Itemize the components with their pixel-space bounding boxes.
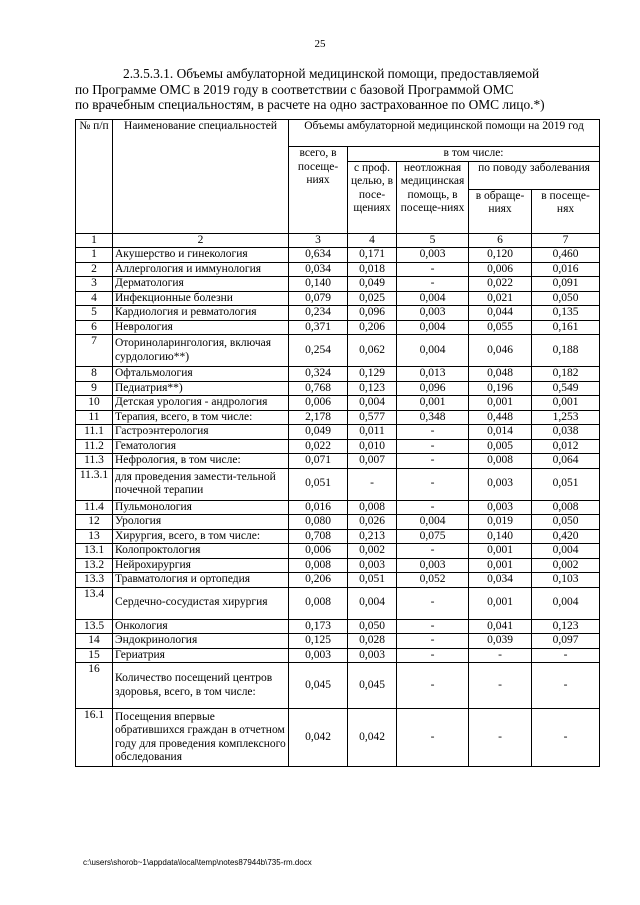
specialty-name: Дерматология [113, 277, 289, 292]
table-row [76, 335, 600, 367]
disease-appeals: 0,001 [469, 587, 532, 619]
header-num: № п/п [76, 120, 113, 234]
col-number: 1 [76, 233, 113, 248]
urgent-visits: 0,348 [397, 410, 469, 425]
heading-line-2: по Программе ОМС в 2019 году в соответствии с базовой Программой ОМС [75, 81, 514, 97]
prof-visits: 0,045 [348, 663, 397, 709]
specialty-name: Нейрохирургия [113, 558, 289, 573]
row-number: 13.4 [76, 587, 113, 619]
prof-visits: 0,018 [348, 262, 397, 277]
table-row [76, 468, 600, 500]
prof-visits: 0,010 [348, 439, 397, 454]
disease-appeals: 0,039 [469, 634, 532, 649]
urgent-visits: - [397, 262, 469, 277]
prof-visits: 0,028 [348, 634, 397, 649]
row-number: 11 [76, 410, 113, 425]
disease-appeals: 0,021 [469, 291, 532, 306]
table-row [76, 306, 600, 321]
table-row [76, 663, 600, 709]
prof-visits: 0,003 [348, 558, 397, 573]
table-row [76, 544, 600, 559]
disease-appeals: 0,003 [469, 468, 532, 500]
total-visits: 0,042 [289, 709, 348, 767]
urgent-visits: 0,004 [397, 515, 469, 530]
row-number: 10 [76, 396, 113, 411]
table-row [76, 396, 600, 411]
disease-visits: 0,004 [532, 587, 600, 619]
prof-visits: 0,011 [348, 425, 397, 440]
disease-visits: 0,097 [532, 634, 600, 649]
prof-visits: 0,206 [348, 320, 397, 335]
prof-visits: 0,007 [348, 454, 397, 469]
table-row [76, 500, 600, 515]
specialty-name: Колопроктология [113, 544, 289, 559]
disease-visits: 0,182 [532, 367, 600, 382]
row-number: 1 [76, 248, 113, 263]
prof-visits: 0,213 [348, 529, 397, 544]
specialty-name: Оториноларингология, включая сурдологию**) [113, 335, 289, 367]
urgent-visits: 0,004 [397, 320, 469, 335]
specialty-name: Кардиология и ревматология [113, 306, 289, 321]
table-row [76, 277, 600, 292]
disease-visits: 0,050 [532, 515, 600, 530]
table-row [76, 619, 600, 634]
table-row [76, 454, 600, 469]
row-number: 14 [76, 634, 113, 649]
specialty-name: Эндокринология [113, 634, 289, 649]
prof-visits: 0,042 [348, 709, 397, 767]
specialty-name: Гастроэнтерология [113, 425, 289, 440]
urgent-visits: - [397, 277, 469, 292]
total-visits: 0,051 [289, 468, 348, 500]
disease-appeals: 0,006 [469, 262, 532, 277]
specialty-name: Пульмонология [113, 500, 289, 515]
row-number: 9 [76, 381, 113, 396]
disease-appeals: 0,041 [469, 619, 532, 634]
table-row [76, 634, 600, 649]
disease-appeals: 0,120 [469, 248, 532, 263]
prof-visits: 0,002 [348, 544, 397, 559]
total-visits: 2,178 [289, 410, 348, 425]
disease-visits: 0,123 [532, 619, 600, 634]
table-row [76, 367, 600, 382]
row-number: 13.3 [76, 573, 113, 588]
row-number: 11.3.1 [76, 468, 113, 500]
urgent-visits: - [397, 634, 469, 649]
disease-appeals: 0,003 [469, 500, 532, 515]
urgent-visits: 0,052 [397, 573, 469, 588]
prof-visits: 0,026 [348, 515, 397, 530]
disease-appeals: 0,140 [469, 529, 532, 544]
table-row [76, 248, 600, 263]
disease-appeals: 0,019 [469, 515, 532, 530]
table-row [76, 529, 600, 544]
specialty-name: Инфекционные болезни [113, 291, 289, 306]
disease-appeals: - [469, 709, 532, 767]
row-number: 2 [76, 262, 113, 277]
col-number: 5 [397, 233, 469, 248]
disease-visits: 0,012 [532, 439, 600, 454]
row-number: 16.1 [76, 709, 113, 767]
total-visits: 0,034 [289, 262, 348, 277]
disease-appeals: 0,046 [469, 335, 532, 367]
disease-visits: 1,253 [532, 410, 600, 425]
prof-visits: 0,062 [348, 335, 397, 367]
disease-appeals: 0,034 [469, 573, 532, 588]
total-visits: 0,071 [289, 454, 348, 469]
row-number: 7 [76, 335, 113, 367]
prof-visits: 0,171 [348, 248, 397, 263]
disease-appeals: 0,001 [469, 558, 532, 573]
urgent-visits: - [397, 425, 469, 440]
total-visits: 0,234 [289, 306, 348, 321]
total-visits: 0,080 [289, 515, 348, 530]
prof-visits: 0,123 [348, 381, 397, 396]
total-visits: 0,708 [289, 529, 348, 544]
total-visits: 0,006 [289, 544, 348, 559]
disease-visits: 0,008 [532, 500, 600, 515]
disease-visits: 0,460 [532, 248, 600, 263]
urgent-visits: - [397, 587, 469, 619]
volumes-table [75, 119, 600, 767]
disease-visits: 0,161 [532, 320, 600, 335]
urgent-visits: - [397, 468, 469, 500]
disease-visits: 0,420 [532, 529, 600, 544]
row-number: 15 [76, 648, 113, 663]
row-number: 8 [76, 367, 113, 382]
specialty-name: Офтальмология [113, 367, 289, 382]
total-visits: 0,173 [289, 619, 348, 634]
disease-visits: 0,001 [532, 396, 600, 411]
specialty-name: Урология [113, 515, 289, 530]
page-number: 25 [314, 38, 326, 50]
row-number: 13.1 [76, 544, 113, 559]
table-row [76, 291, 600, 306]
total-visits: 0,125 [289, 634, 348, 649]
urgent-visits: 0,013 [397, 367, 469, 382]
prof-visits: 0,050 [348, 619, 397, 634]
prof-visits: 0,577 [348, 410, 397, 425]
disease-appeals: 0,055 [469, 320, 532, 335]
urgent-visits: - [397, 500, 469, 515]
disease-visits: 0,004 [532, 544, 600, 559]
disease-visits: 0,064 [532, 454, 600, 469]
specialty-name: Нефрология, в том числе: [113, 454, 289, 469]
table-row [76, 262, 600, 277]
total-visits: 0,254 [289, 335, 348, 367]
row-number: 12 [76, 515, 113, 530]
disease-visits: - [532, 663, 600, 709]
urgent-visits: - [397, 439, 469, 454]
table-row [76, 425, 600, 440]
urgent-visits: 0,003 [397, 558, 469, 573]
table-row [76, 587, 600, 619]
row-number: 6 [76, 320, 113, 335]
disease-visits: 0,549 [532, 381, 600, 396]
specialty-name: Детская урология - андрология [113, 396, 289, 411]
header-visits: в посеще-нях [532, 189, 600, 233]
urgent-visits: - [397, 648, 469, 663]
specialty-name: для проведения замести-тельной почечной терапии [113, 468, 289, 500]
total-visits: 0,049 [289, 425, 348, 440]
disease-appeals: - [469, 648, 532, 663]
disease-visits: - [532, 709, 600, 767]
urgent-visits: - [397, 619, 469, 634]
disease-visits: - [532, 648, 600, 663]
row-number: 13 [76, 529, 113, 544]
prof-visits: - [348, 468, 397, 500]
total-visits: 0,140 [289, 277, 348, 292]
table-row [76, 439, 600, 454]
table-row [76, 648, 600, 663]
disease-appeals: 0,014 [469, 425, 532, 440]
header-volumes: Объемы амбулаторной медицинской помощи на 2019 год [289, 120, 600, 147]
disease-appeals: 0,048 [469, 367, 532, 382]
row-number: 13.5 [76, 619, 113, 634]
prof-visits: 0,051 [348, 573, 397, 588]
urgent-visits: 0,001 [397, 396, 469, 411]
header-including: в том числе: [348, 147, 600, 162]
specialty-name: Количество посещений центров здоровья, всего, в том числе: [113, 663, 289, 709]
urgent-visits: - [397, 544, 469, 559]
heading-line-1: 2.3.5.3.1. Объемы амбулаторной медицинской помощи, предоставляемой [123, 66, 540, 81]
total-visits: 0,022 [289, 439, 348, 454]
specialty-name: Травматология и ортопедия [113, 573, 289, 588]
row-number: 4 [76, 291, 113, 306]
header-prof: с проф. целью, в посе-щениях [348, 161, 397, 233]
row-number: 11.3 [76, 454, 113, 469]
prof-visits: 0,129 [348, 367, 397, 382]
urgent-visits: - [397, 663, 469, 709]
total-visits: 0,045 [289, 663, 348, 709]
table-row [76, 709, 600, 767]
total-visits: 0,008 [289, 587, 348, 619]
disease-appeals: 0,005 [469, 439, 532, 454]
prof-visits: 0,004 [348, 587, 397, 619]
prof-visits: 0,008 [348, 500, 397, 515]
urgent-visits: 0,004 [397, 335, 469, 367]
specialty-name: Сердечно-сосудистая хирургия [113, 587, 289, 619]
total-visits: 0,206 [289, 573, 348, 588]
row-number: 16 [76, 663, 113, 709]
row-number: 11.1 [76, 425, 113, 440]
row-number: 13.2 [76, 558, 113, 573]
disease-appeals: - [469, 663, 532, 709]
row-number: 11.2 [76, 439, 113, 454]
table-row [76, 573, 600, 588]
col-number: 2 [113, 233, 289, 248]
header-urgent: неотложная медицинская помощь, в посеще-ниях [397, 161, 469, 233]
section-heading [75, 66, 599, 113]
disease-appeals: 0,008 [469, 454, 532, 469]
specialty-name: Неврология [113, 320, 289, 335]
disease-appeals: 0,022 [469, 277, 532, 292]
prof-visits: 0,003 [348, 648, 397, 663]
urgent-visits: 0,075 [397, 529, 469, 544]
row-number: 5 [76, 306, 113, 321]
col-number: 6 [469, 233, 532, 248]
table-row [76, 515, 600, 530]
column-number-row [76, 233, 600, 248]
row-number: 3 [76, 277, 113, 292]
disease-visits: 0,038 [532, 425, 600, 440]
prof-visits: 0,096 [348, 306, 397, 321]
total-visits: 0,768 [289, 381, 348, 396]
disease-visits: 0,002 [532, 558, 600, 573]
disease-visits: 0,016 [532, 262, 600, 277]
row-number: 11.4 [76, 500, 113, 515]
disease-visits: 0,051 [532, 468, 600, 500]
file-path-footer: c:\users\shorob~1\appdata\local\temp\notes87944b\735-rm.docx [83, 858, 312, 867]
table-row [76, 381, 600, 396]
total-visits: 0,016 [289, 500, 348, 515]
disease-appeals: 0,001 [469, 396, 532, 411]
table-row [76, 410, 600, 425]
table-body [76, 233, 600, 767]
specialty-name: Гериатрия [113, 648, 289, 663]
col-number: 4 [348, 233, 397, 248]
prof-visits: 0,004 [348, 396, 397, 411]
total-visits: 0,079 [289, 291, 348, 306]
specialty-name: Посещения впервые обратившихся граждан в отчетном году для проведения комплексного обследования [113, 709, 289, 767]
specialty-name: Гематология [113, 439, 289, 454]
disease-appeals: 0,001 [469, 544, 532, 559]
disease-visits: 0,103 [532, 573, 600, 588]
header-disease: по поводу заболевания [469, 161, 600, 189]
urgent-visits: - [397, 709, 469, 767]
prof-visits: 0,025 [348, 291, 397, 306]
heading-line-3: по врачебным специальностям, в расчете на одно застрахованное по ОМС лицо.*) [75, 97, 545, 112]
table-row [76, 320, 600, 335]
total-visits: 0,008 [289, 558, 348, 573]
urgent-visits: 0,096 [397, 381, 469, 396]
header-appeals: в обраще-ниях [469, 189, 532, 233]
disease-appeals: 0,448 [469, 410, 532, 425]
urgent-visits: 0,003 [397, 306, 469, 321]
specialty-name: Хирургия, всего, в том числе: [113, 529, 289, 544]
disease-visits: 0,135 [532, 306, 600, 321]
disease-visits: 0,188 [532, 335, 600, 367]
table-row [76, 558, 600, 573]
total-visits: 0,324 [289, 367, 348, 382]
specialty-name: Акушерство и гинекология [113, 248, 289, 263]
urgent-visits: 0,004 [397, 291, 469, 306]
col-number: 3 [289, 233, 348, 248]
disease-visits: 0,050 [532, 291, 600, 306]
header-total: всего, в посеще-ниях [289, 147, 348, 234]
total-visits: 0,006 [289, 396, 348, 411]
header-name: Наименование специальностей [113, 120, 289, 234]
urgent-visits: - [397, 454, 469, 469]
total-visits: 0,634 [289, 248, 348, 263]
prof-visits: 0,049 [348, 277, 397, 292]
disease-visits: 0,091 [532, 277, 600, 292]
total-visits: 0,371 [289, 320, 348, 335]
specialty-name: Аллергология и иммунология [113, 262, 289, 277]
urgent-visits: 0,003 [397, 248, 469, 263]
total-visits: 0,003 [289, 648, 348, 663]
specialty-name: Терапия, всего, в том числе: [113, 410, 289, 425]
specialty-name: Педиатрия**) [113, 381, 289, 396]
disease-appeals: 0,196 [469, 381, 532, 396]
specialty-name: Онкология [113, 619, 289, 634]
disease-appeals: 0,044 [469, 306, 532, 321]
col-number: 7 [532, 233, 600, 248]
